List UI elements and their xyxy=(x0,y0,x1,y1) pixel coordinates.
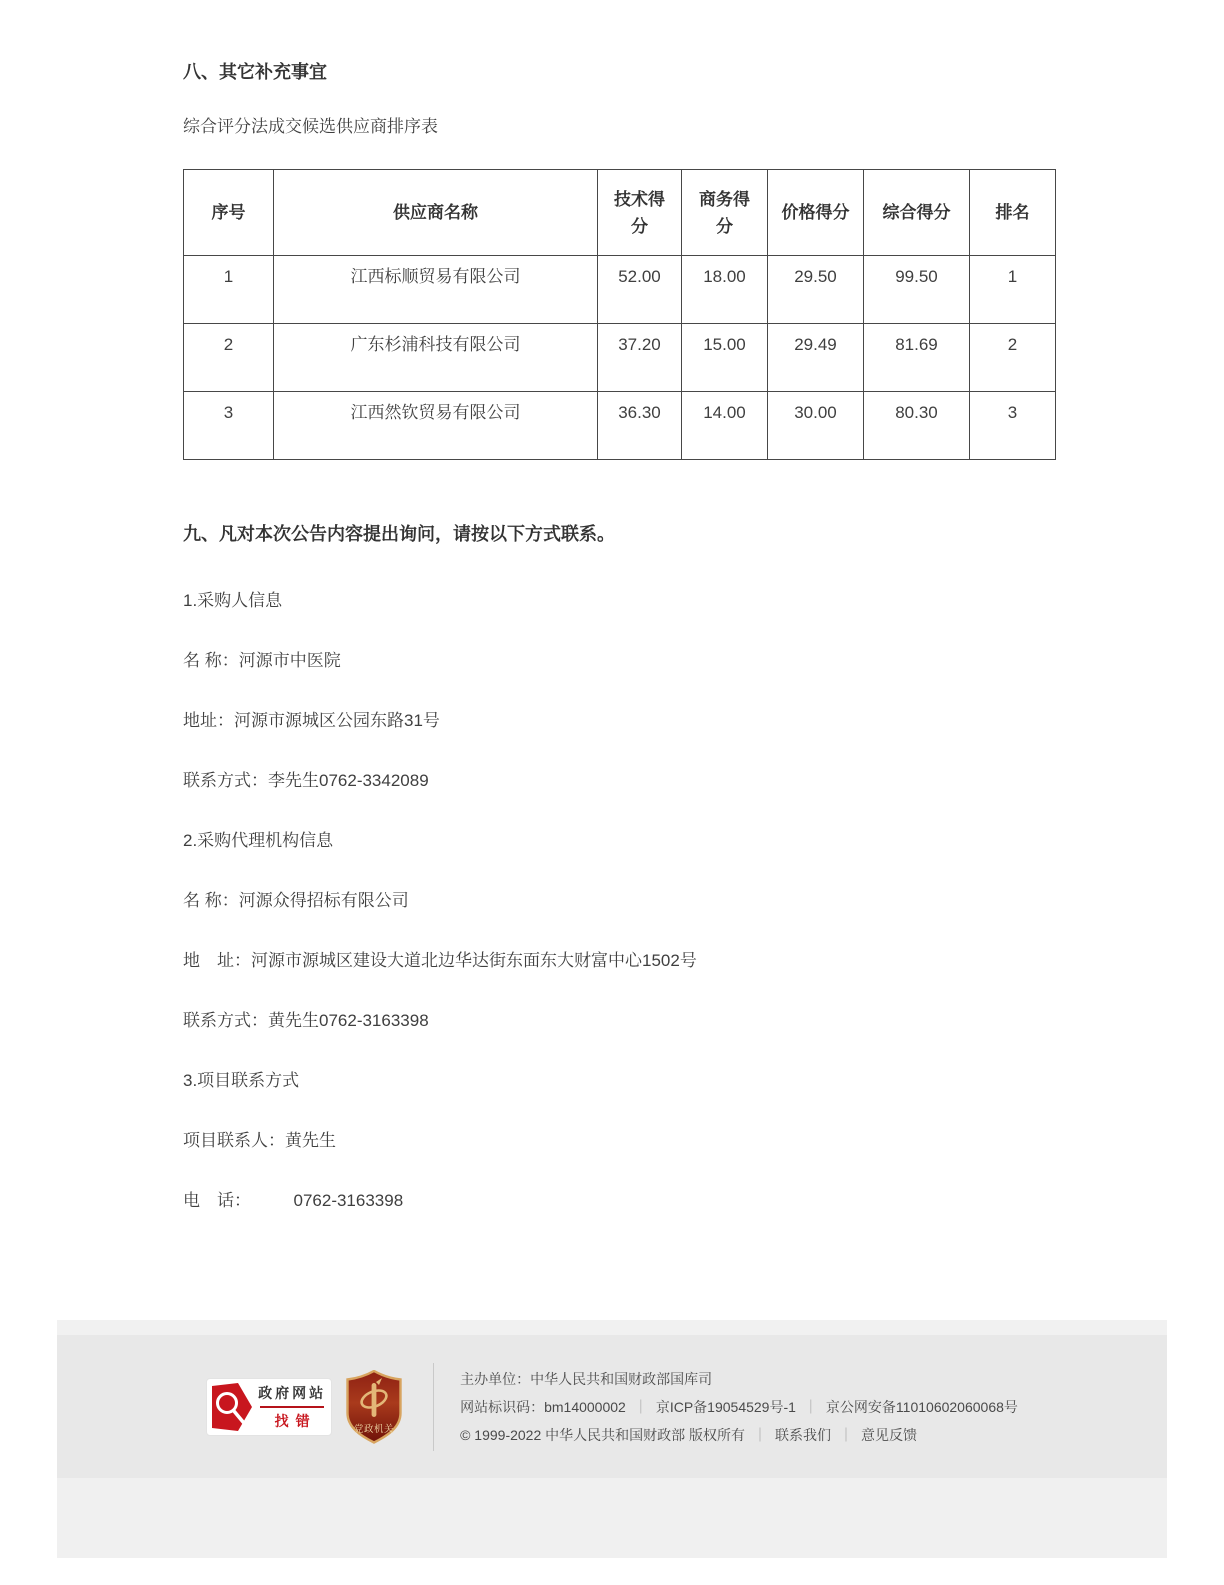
separator: ｜ xyxy=(753,1426,768,1443)
agency-info-title: 2.采购代理机构信息 xyxy=(183,831,334,850)
error-badge-rule xyxy=(260,1406,324,1408)
footer-top-strip xyxy=(57,1320,1167,1335)
agency-address: 地 址：河源市源城区建设大道北边华达街东面东大财富中心1502号 xyxy=(183,951,697,970)
error-badge-title: 政府网站 xyxy=(258,1384,327,1401)
purchaser-contact: 联系方式：李先生0762-3342089 xyxy=(183,771,429,790)
cell-rank: 1 xyxy=(970,256,1056,324)
feedback-link[interactable]: 意见反馈 xyxy=(861,1426,918,1443)
agency-name: 名 称：河源众得招标有限公司 xyxy=(183,891,409,910)
cell-supplier: 广东杉浦科技有限公司 xyxy=(274,324,598,392)
agency-contact: 联系方式：黄先生0762-3163398 xyxy=(183,1011,429,1030)
col-header-tech-score: 技术得分 xyxy=(598,170,682,256)
cell-business-score: 14.00 xyxy=(682,392,768,460)
col-header-index: 序号 xyxy=(184,170,274,256)
magnifier-flag-icon xyxy=(212,1383,252,1431)
error-badge-text xyxy=(258,1383,326,1431)
icp-license-link[interactable]: 京ICP备19054529号-1 xyxy=(655,1398,796,1415)
cell-tech-score: 52.00 xyxy=(598,256,682,324)
project-contact-person: 项目联系人：黄先生 xyxy=(183,1131,336,1150)
site-code: 网站标识码：bm14000002 xyxy=(460,1398,626,1415)
party-gov-org-shield-badge[interactable] xyxy=(345,1370,403,1444)
separator: ｜ xyxy=(803,1398,818,1415)
project-phone: 电 话： 0762-3163398 xyxy=(183,1191,404,1210)
col-header-supplier: 供应商名称 xyxy=(274,170,598,256)
footer-inner xyxy=(206,1363,1018,1451)
cell-business-score: 18.00 xyxy=(682,256,768,324)
separator: ｜ xyxy=(633,1398,648,1415)
gov-site-error-report-badge[interactable] xyxy=(206,1378,332,1436)
cell-index: 2 xyxy=(184,324,274,392)
cell-total-score: 81.69 xyxy=(864,324,970,392)
footer-copyright-line xyxy=(460,1421,1018,1449)
cell-price-score: 29.50 xyxy=(768,256,864,324)
cell-index: 1 xyxy=(184,256,274,324)
table-row xyxy=(184,392,1056,460)
ranking-table-caption: 综合评分法成交候选供应商排序表 xyxy=(183,117,438,136)
purchaser-info-title: 1.采购人信息 xyxy=(183,591,283,610)
col-header-price-score: 价格得分 xyxy=(768,170,864,256)
error-badge-subtitle: 找错 xyxy=(274,1412,317,1429)
supplier-ranking-table xyxy=(183,169,1056,460)
table-row xyxy=(184,324,1056,392)
footer-text-block xyxy=(460,1365,1018,1449)
table-header-row xyxy=(184,170,1056,256)
cell-tech-score: 37.20 xyxy=(598,324,682,392)
cell-rank: 3 xyxy=(970,392,1056,460)
purchaser-address: 地址：河源市源城区公园东路31号 xyxy=(183,711,440,730)
cell-rank: 2 xyxy=(970,324,1056,392)
cell-price-score: 29.49 xyxy=(768,324,864,392)
cell-supplier: 江西标顺贸易有限公司 xyxy=(274,256,598,324)
contact-us-link[interactable]: 联系我们 xyxy=(775,1426,832,1443)
footer-registration-line xyxy=(460,1393,1018,1421)
footer-organizer: 主办单位：中华人民共和国财政部国库司 xyxy=(460,1370,713,1387)
shield-icon xyxy=(345,1370,403,1444)
site-footer xyxy=(57,1320,1167,1558)
shield-badge-label: 党政机关 xyxy=(354,1423,395,1435)
section8-heading: 八、其它补充事宜 xyxy=(183,62,327,82)
cell-total-score: 99.50 xyxy=(864,256,970,324)
cell-tech-score: 36.30 xyxy=(598,392,682,460)
cell-index: 3 xyxy=(184,392,274,460)
table-row xyxy=(184,256,1056,324)
cell-total-score: 80.30 xyxy=(864,392,970,460)
separator: ｜ xyxy=(839,1426,854,1443)
project-contact-title: 3.项目联系方式 xyxy=(183,1071,300,1090)
copyright-text: © 1999-2022 中华人民共和国财政部 版权所有 xyxy=(460,1426,746,1443)
psb-record-link[interactable]: 京公网安备11010602060068号 xyxy=(825,1398,1018,1415)
section9-heading: 九、凡对本次公告内容提出询问，请按以下方式联系。 xyxy=(183,524,615,544)
cell-supplier: 江西然钦贸易有限公司 xyxy=(274,392,598,460)
col-header-rank: 排名 xyxy=(970,170,1056,256)
cell-price-score: 30.00 xyxy=(768,392,864,460)
col-header-business-score: 商务得分 xyxy=(682,170,768,256)
col-header-total-score: 综合得分 xyxy=(864,170,970,256)
cell-business-score: 15.00 xyxy=(682,324,768,392)
footer-divider xyxy=(433,1363,434,1451)
purchaser-name: 名 称：河源市中医院 xyxy=(183,651,341,670)
footer-bottom-strip xyxy=(57,1478,1167,1558)
footer-main xyxy=(57,1335,1167,1478)
